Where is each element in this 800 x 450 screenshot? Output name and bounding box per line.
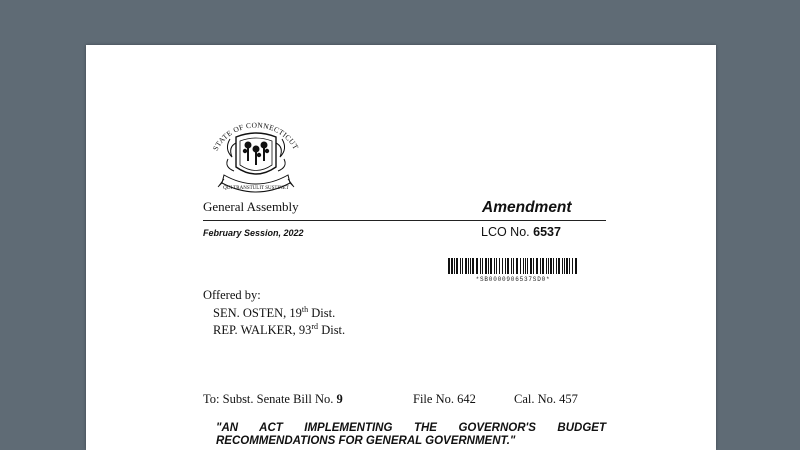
barcode-bar [575, 258, 577, 274]
bill-number: 9 [336, 392, 343, 406]
barcode-bar [566, 258, 568, 274]
barcode-bar [513, 258, 514, 274]
barcode-bar [456, 258, 458, 274]
barcode-bar [451, 258, 453, 274]
barcode-bar [536, 258, 538, 274]
barcode-bar [507, 258, 509, 274]
barcode-bar [468, 258, 469, 274]
barcode-bar [490, 258, 492, 274]
barcode-bar [550, 258, 552, 274]
barcode-bar [482, 258, 483, 274]
district-label: Dist. [318, 323, 346, 338]
header-divider [203, 220, 606, 221]
barcode-bar [572, 258, 573, 274]
barcode-bar [546, 258, 547, 274]
barcode-bar [525, 258, 526, 274]
state-seal-logo [206, 109, 306, 199]
barcode-bar [480, 258, 481, 274]
barcode-bar [494, 258, 495, 274]
document-page [86, 45, 716, 450]
svg-text:STATE OF CONNECTICUT: STATE OF CONNECTICUT [210, 120, 301, 153]
barcode [448, 258, 578, 284]
lco-value: 6537 [533, 225, 561, 239]
barcode-bar [569, 258, 570, 274]
barcode-bar [460, 258, 461, 274]
district-label: Dist. [308, 305, 336, 320]
sponsor-line [203, 320, 345, 338]
barcode-bars [448, 258, 578, 274]
barcode-bar [527, 258, 528, 274]
barcode-bar [530, 258, 532, 274]
svg-text:QUI TRANSTULIT SUSTINET: QUI TRANSTULIT SUSTINET [223, 186, 289, 191]
barcode-text: *SB0000906537SD0* [475, 276, 551, 283]
lco-number [481, 225, 561, 239]
sponsor-line [203, 303, 345, 321]
barcode-bar [523, 258, 524, 274]
barcode-bar [564, 258, 565, 274]
offered-by-label: Offered by: [203, 288, 261, 302]
barcode-bar [488, 258, 489, 274]
barcode-bar [448, 258, 450, 274]
barcode-bar [542, 258, 544, 274]
sponsor-name: REP. WALKER, 93 [213, 323, 312, 338]
barcode-bar [548, 258, 549, 274]
barcode-bar [502, 258, 503, 274]
session-label: February Session, 2022 [203, 228, 304, 238]
offered-by-block [203, 288, 345, 338]
document-type-title: Amendment [482, 199, 572, 216]
barcode-bar [496, 258, 497, 274]
sponsor-name: SEN. OSTEN, 19 [213, 305, 302, 320]
barcode-bar [462, 258, 463, 274]
lco-label: LCO No. [481, 225, 530, 239]
barcode-bar [556, 258, 557, 274]
barcode-bar [485, 258, 487, 274]
to-label: To: Subst. Senate Bill No. [203, 392, 334, 406]
file-number: File No. 642 [413, 392, 476, 406]
barcode-bar [533, 258, 534, 274]
barcode-bar [454, 258, 455, 274]
barcode-bar [472, 258, 474, 274]
barcode-bar [520, 258, 521, 274]
bill-reference [203, 392, 343, 407]
barcode-bar [511, 258, 512, 274]
barcode-bar [553, 258, 554, 274]
barcode-bar [470, 258, 471, 274]
barcode-bar [499, 258, 500, 274]
barcode-bar [476, 258, 478, 274]
barcode-bar [516, 258, 518, 274]
ordinal-suffix: th [301, 304, 309, 314]
barcode-bar [540, 258, 541, 274]
barcode-bar [558, 258, 560, 274]
act-title: "AN ACT IMPLEMENTING THE GOVERNOR'S BUDGET RECOMMENDATIONS FOR GENERAL GOVERNMENT." [216, 422, 606, 447]
assembly-label: General Assembly [203, 199, 299, 214]
barcode-bar [562, 258, 563, 274]
barcode-bar [505, 258, 506, 274]
calendar-number: Cal. No. 457 [514, 392, 578, 406]
barcode-bar [465, 258, 467, 274]
ordinal-suffix: rd [311, 322, 319, 332]
